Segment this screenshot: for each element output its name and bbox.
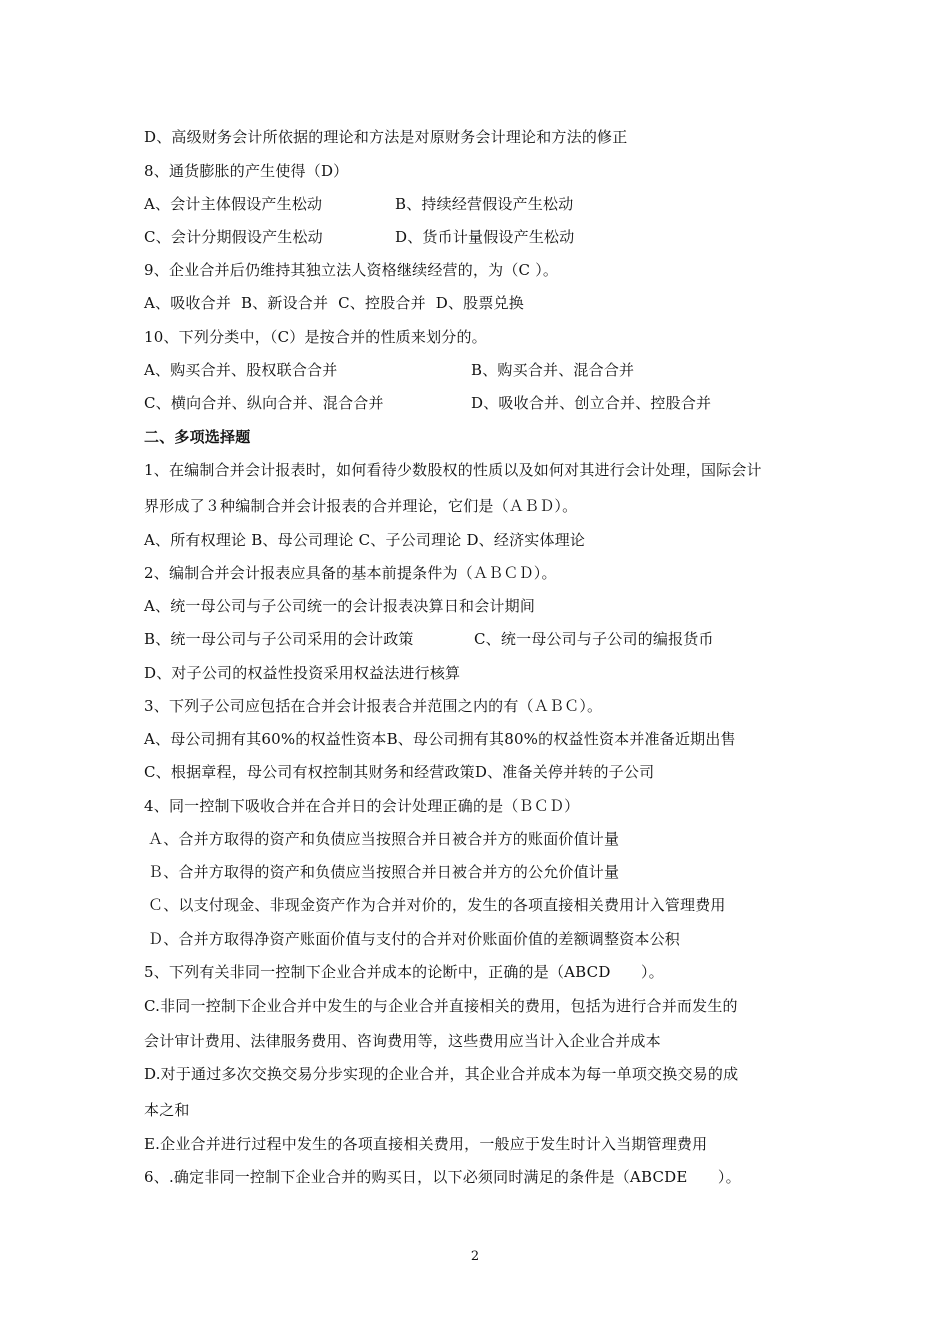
option-c-cont: 会计审计费用、法律服务费用、咨询费用等，这些费用应当计入企业合并成本 bbox=[144, 1032, 661, 1050]
option-c: Ｃ、以支付现金、非现金资产作为合并对价的，发生的各项直接相关费用计入管理费用 bbox=[148, 896, 726, 914]
options-1: A、所有权理论 B、母公司理论 C、子公司理论 D、经济实体理论 bbox=[144, 531, 586, 549]
multi-question-1-cont: 界形成了３种编制合并会计报表的合并理论，它们是（ＡＢＤ）。 bbox=[144, 497, 578, 515]
option-d: Ｄ、合并方取得净资产账面价值与支付的合并对价账面价值的差额调整资本公积 bbox=[148, 930, 681, 948]
multi-question-4: 4、同一控制下吸收合并在合并日的会计处理正确的是（ＢＣＤ） bbox=[144, 797, 580, 815]
option-d: D.对于通过多次交换交易分步实现的企业合并，其企业合并成本为每一单项交换交易的成 bbox=[144, 1065, 739, 1083]
option-a: Ａ、合并方取得的资产和负债应当按照合并日被合并方的账面价值计量 bbox=[148, 830, 620, 848]
multi-question-5: 5、下列有关非同一控制下企业合并成本的论断中，正确的是（ABCD ）。 bbox=[144, 963, 664, 981]
option-d: D、对子公司的权益性投资采用权益法进行核算 bbox=[144, 664, 461, 682]
option-d: D、货币计量假设产生松动 bbox=[395, 228, 575, 246]
multi-question-1: 1、在编制合并会计报表时，如何看待少数股权的性质以及如何对其进行会计处理，国际会计 bbox=[144, 461, 762, 479]
page-number: 2 bbox=[470, 1249, 480, 1264]
option-e: E.企业合并进行过程中发生的各项直接相关费用，一般应于发生时计入当期管理费用 bbox=[144, 1135, 708, 1153]
option-a: A、购买合并、股权联合合并 bbox=[144, 361, 338, 379]
text-line: D、高级财务会计所依据的理论和方法是对原财务会计理论和方法的修正 bbox=[144, 128, 628, 146]
options-3-cd: C、根据章程，母公司有权控制其财务和经营政策D、准备关停并转的子公司 bbox=[144, 763, 655, 781]
options-3-ab: A、母公司拥有其60%的权益性资本B、母公司拥有其80%的权益性资本并准备近期出售 bbox=[144, 730, 736, 748]
multi-question-6: 6、.确定非同一控制下企业合并的购买日，以下必须同时满足的条件是（ABCDE ）。 bbox=[144, 1168, 741, 1186]
option-a: A、会计主体假设产生松动 bbox=[144, 195, 323, 213]
options-9: A、吸收合并 B、新设合并 C、控股合并 D、股票兑换 bbox=[144, 294, 524, 312]
multi-question-3: 3、下列子公司应包括在合并会计报表合并范围之内的有（ＡＢＣ）。 bbox=[144, 697, 603, 715]
option-b: B、持续经营假设产生松动 bbox=[395, 195, 574, 213]
option-b: B、统一母公司与子公司采用的会计政策 bbox=[144, 630, 414, 648]
question-8: 8、通货膨胀的产生使得（D） bbox=[144, 162, 349, 180]
option-d-cont: 本之和 bbox=[144, 1101, 190, 1119]
option-c: C.非同一控制下企业合并中发生的与企业合并直接相关的费用，包括为进行合并而发生的 bbox=[144, 997, 738, 1015]
question-10: 10、下列分类中，（C）是按合并的性质来划分的。 bbox=[144, 328, 487, 346]
multi-question-2: 2、编制合并会计报表应具备的基本前提条件为（ＡＢＣＤ）。 bbox=[144, 564, 557, 582]
option-d: D、吸收合并、创立合并、控股合并 bbox=[471, 394, 712, 412]
section-heading: 二、多项选择题 bbox=[144, 428, 251, 446]
option-c: C、统一母公司与子公司的编报货币 bbox=[474, 630, 714, 648]
question-9: 9、企业合并后仍维持其独立法人资格继续经营的，为（C ）。 bbox=[144, 261, 559, 279]
option-b: Ｂ、合并方取得的资产和负债应当按照合并日被合并方的公允价值计量 bbox=[148, 863, 620, 881]
option-b: B、购买合并、混合合并 bbox=[471, 361, 635, 379]
option-a: A、统一母公司与子公司统一的会计报表决算日和会计期间 bbox=[144, 597, 536, 615]
option-c: C、横向合并、纵向合并、混合合并 bbox=[144, 394, 384, 412]
option-c: C、会计分期假设产生松动 bbox=[144, 228, 323, 246]
